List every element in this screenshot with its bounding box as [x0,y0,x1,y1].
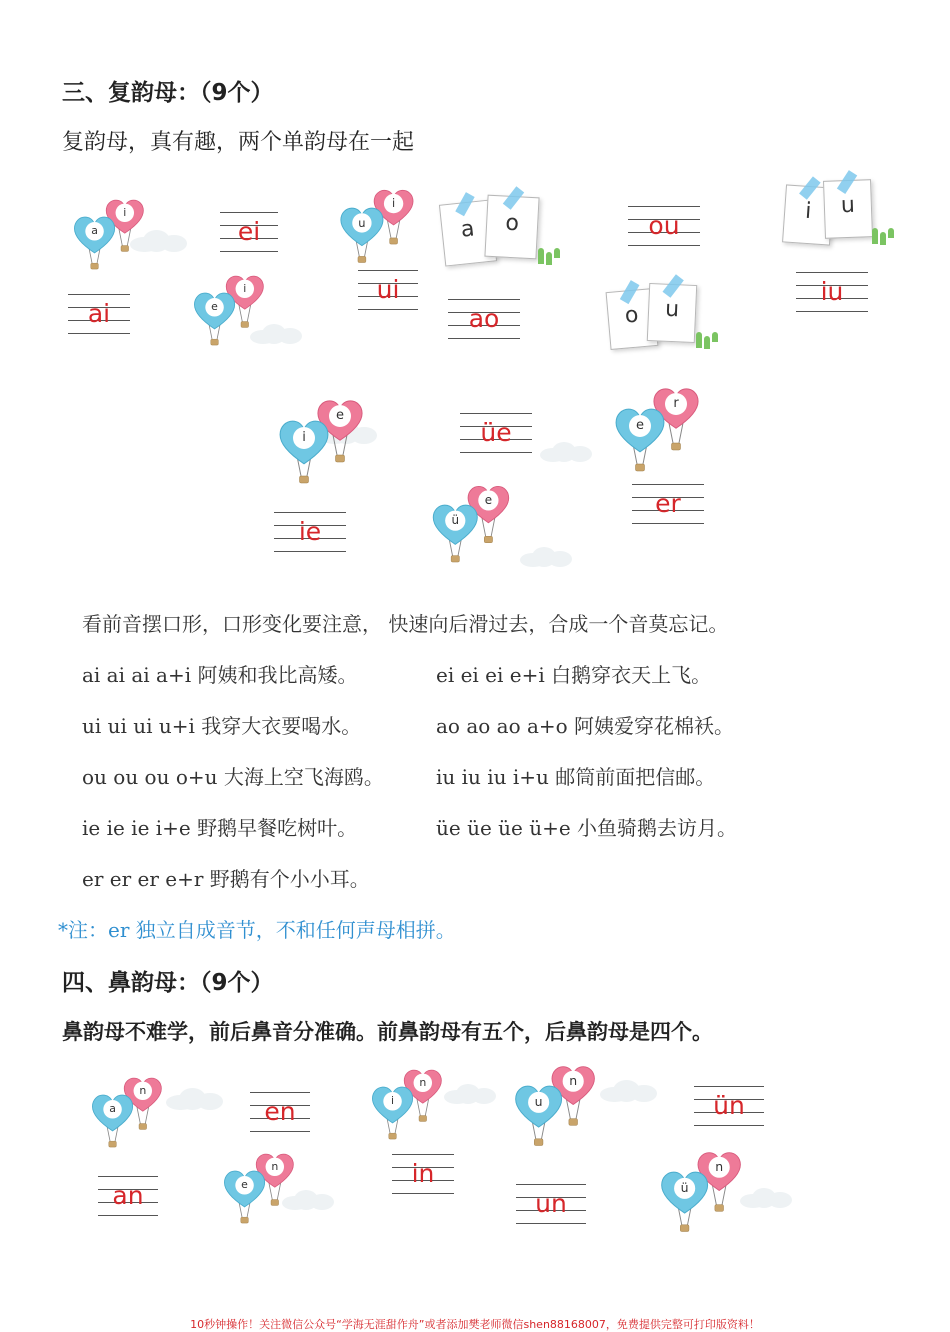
four-line-writing-grid [516,1184,586,1224]
section3-title: 三、复韵母：（9个） [62,80,274,106]
section4-title: 四、鼻韵母：（9个） [62,970,274,996]
grid-line [250,1131,310,1132]
four-line-writing-grid [628,206,700,246]
balloon-pair [216,1150,304,1234]
grid-line [98,1215,158,1216]
balloon-pair [506,1062,607,1158]
balloon-letter-left: i [391,1094,395,1108]
letter-card [823,179,873,239]
section4-subtitle: 鼻韵母不难学，前后鼻音分准确。前鼻韵母有五个，后鼻韵母是四个。 [62,1020,713,1044]
balloon-pair [652,1148,753,1244]
four-line-writing-grid [448,299,520,339]
balloon-letter-right: n [715,1159,724,1175]
section3-subtitle: 复韵母，真有趣，两个单韵母在一起 [62,130,415,155]
er-note: *注：er 独立自成音节，不和任何声母相拼。 [58,918,456,942]
grid-line [250,1092,310,1093]
grid-line [628,245,700,246]
card-letter: o [504,210,520,237]
balloon-letter-right: i [243,281,247,295]
balloon-letter-right: n [419,1075,427,1089]
card-letter: i [804,198,813,225]
answer-en: en [264,1097,296,1126]
grass-decoration [538,248,544,264]
four-line-writing-grid [274,512,346,552]
grass-decoration [704,336,710,349]
grass-decoration [880,232,886,245]
grass-decoration [872,228,878,244]
balloon-pair [66,196,154,280]
grid-line [796,311,868,312]
tape [837,170,857,194]
footer-promo: 10秒钟操作！关注微信公众号“学海无涯甜作舟”或者添加樊老师微信shen88168007，免费提供完整可打印版资料！ [190,1318,760,1331]
answer-un2: ün [713,1091,745,1120]
grid-line [68,333,130,334]
letter-card [647,283,697,343]
grid-line [694,1086,764,1087]
grid-line [628,206,700,207]
grid-line [460,413,532,414]
four-line-writing-grid [694,1086,764,1126]
tape [503,186,524,209]
card-letter: u [840,192,856,219]
grid-line [220,212,278,213]
grid-line [274,551,346,552]
balloon-letter-left: ü [451,513,460,528]
grid-line [448,299,520,300]
four-line-writing-grid [358,270,418,310]
balloon-letter-left: e [211,300,218,314]
grass-decoration [712,332,718,342]
balloon-letter-right: r [673,395,679,411]
grid-line [358,270,418,271]
four-line-writing-grid [250,1092,310,1132]
grid-line [448,338,520,339]
balloon-letter-left: e [241,1178,248,1192]
card-letter: u [664,296,680,323]
four-line-writing-grid [796,272,868,312]
rhyme-intro: 看前音摆口形，口形变化要注意， 快速向后滑过去，合成一个音莫忘记。 [82,612,729,636]
balloon-pair [424,482,521,574]
cloud [310,1194,334,1210]
rhyme-ui: ui ui ui u+i 我穿大衣要喝水。 [82,714,362,738]
grid-line [274,512,346,513]
grid-line [632,484,704,485]
balloon-letter-right: i [392,196,396,211]
grid-line [392,1193,454,1194]
tape [663,274,684,298]
rhyme-ai: ai ai ai a+i 阿姨和我比高矮。 [82,663,358,687]
cloud [548,551,572,567]
four-line-writing-grid [220,212,278,252]
balloon-letter-right: n [271,1159,279,1173]
balloon-letter-left: ü [680,1180,689,1196]
grid-line [392,1154,454,1155]
rhyme-ei: ei ei ei e+i 白鹅穿衣天上飞。 [436,663,712,687]
balloon-letter-left: i [302,429,306,445]
grass-decoration [888,228,894,238]
balloon-pair [186,272,274,356]
answer-ue: üe [480,418,512,447]
four-line-writing-grid [392,1154,454,1194]
balloon-letter-left: u [534,1094,543,1110]
tape [620,280,640,304]
balloon-pair [606,384,711,484]
cloud [631,1085,657,1103]
balloon-letter-right: e [336,407,344,423]
grid-line [516,1223,586,1224]
answer-ou: ou [648,211,680,240]
rhyme-ao: ao ao ao a+o 阿姨爱穿花棉袄。 [436,714,735,738]
grass-decoration [696,332,702,348]
answer-in: in [411,1159,435,1188]
balloon-letter-right: n [569,1073,578,1089]
answer-ei: ei [237,217,261,246]
four-line-writing-grid [68,294,130,334]
answer-an: an [112,1181,144,1210]
grid-line [98,1176,158,1177]
letter-card [484,195,539,260]
four-line-writing-grid [460,413,532,453]
grid-line [460,452,532,453]
rhyme-ou: ou ou ou o+u 大海上空飞海鸥。 [82,765,384,789]
tape [455,192,474,216]
grid-line [358,309,418,310]
grid-line [694,1125,764,1126]
answer-ie: ie [298,517,322,546]
balloon-letter-right: e [484,492,493,507]
grid-line [632,523,704,524]
cloud [472,1088,496,1104]
answer-un: un [535,1189,567,1218]
balloon-letter-left: e [636,417,644,433]
balloon-letter-right: n [139,1083,147,1097]
four-line-writing-grid [98,1176,158,1216]
rhyme-ue: üe üe üe ü+e 小鱼骑鹅去访月。 [436,816,738,840]
rhyme-iu: iu iu iu i+u 邮筒前面把信邮。 [436,765,716,789]
balloon-pair [364,1066,452,1150]
answer-ai: ai [87,299,111,328]
card-letter: o [623,302,640,329]
grass-decoration [554,248,560,258]
balloon-letter-left: u [358,215,366,230]
balloon-pair [84,1074,172,1158]
cloud [161,235,187,253]
balloon-pair [270,396,375,496]
answer-ui: ui [376,275,400,304]
balloon-letter-left: a [91,224,98,238]
grid-line [516,1184,586,1185]
four-line-writing-grid [632,484,704,524]
grid-line [220,251,278,252]
balloon-letter-right: i [123,205,127,219]
tape [799,176,821,199]
rhyme-er: er er er e+r 野鹅有个小小耳。 [82,867,370,891]
card-letter: a [459,216,476,243]
cloud [197,1093,223,1111]
answer-iu: iu [820,277,844,306]
grid-line [796,272,868,273]
rhyme-ie: ie ie ie i+e 野鹅早餐吃树叶。 [82,816,358,840]
answer-er: er [655,489,681,518]
balloon-pair [332,186,424,274]
answer-ao: ao [468,304,500,333]
cloud [278,328,302,344]
balloon-letter-left: a [109,1102,116,1116]
cloud [568,446,592,462]
grass-decoration [546,252,552,265]
grid-line [68,294,130,295]
cloud [768,1192,792,1208]
